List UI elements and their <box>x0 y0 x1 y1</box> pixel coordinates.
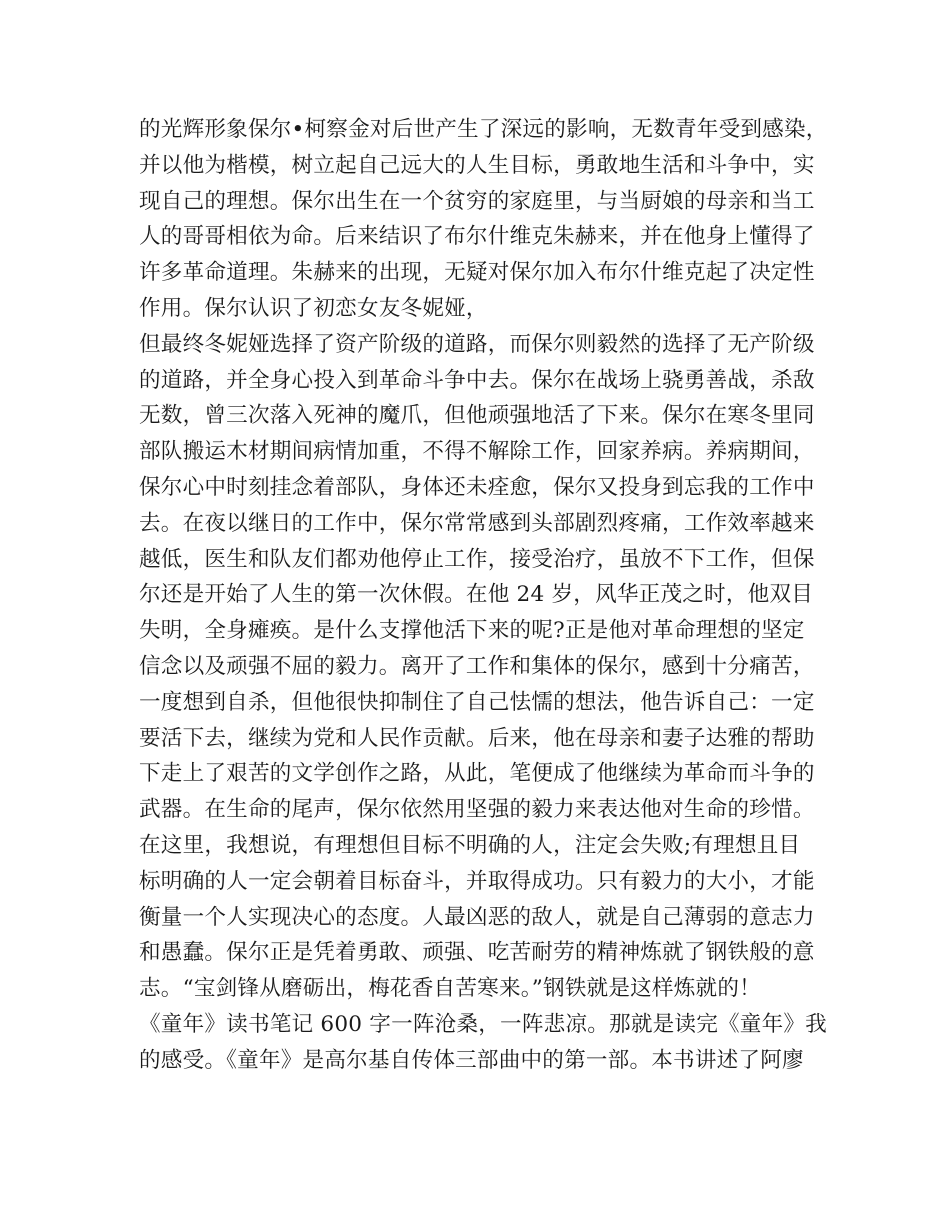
text-line: 作用。保尔认识了初恋女友冬妮娅， <box>139 295 488 321</box>
text-line: 一度想到自杀，但他很快抑制住了自己怯懦的想法，他告诉自己：一定 <box>139 689 815 715</box>
text-line: 部队搬运木材期间病情加重，不得不解除工作，回家养病。养病期间， <box>139 439 815 465</box>
text-line: 标明确的人一定会朝着目标奋斗，并取得成功。只有毅力的大小，才能 <box>139 868 815 894</box>
text-line: 信念以及顽强不屈的毅力。离开了工作和集体的保尔，感到十分痛苦， <box>139 653 815 679</box>
text-line: 要活下去，继续为党和人民作贡献。后来，他在母亲和妻子达雅的帮助 <box>139 725 815 751</box>
text-line: 的道路，并全身心投入到革命斗争中去。保尔在战场上骁勇善战，杀敌 <box>139 367 815 393</box>
text-line: 人的哥哥相依为命。后来结识了布尔什维克朱赫来，并在他身上懂得了 <box>139 224 815 250</box>
text-line: 保尔心中时刻挂念着部队，身体还未痊愈，保尔又投身到忘我的工作中 <box>139 474 815 500</box>
text-line: 现自己的理想。保尔出生在一个贫穷的家庭里，与当厨娘的母亲和当工 <box>139 188 815 214</box>
text-line: 在这里，我想说，有理想但目标不明确的人，注定会失败;有理想且目 <box>139 832 801 858</box>
text-line: 尔还是开始了人生的第一次休假。在他 24 岁，风华正茂之时，他双目 <box>139 582 814 608</box>
text-line: 武器。在生命的尾声，保尔依然用坚强的毅力来表达他对生命的珍惜。 <box>139 797 815 823</box>
text-line: 的感受。《童年》是高尔基自传体三部曲中的第一部。本书讲述了阿廖 <box>139 1047 804 1073</box>
text-line: 许多革命道理。朱赫来的出现，无疑对保尔加入布尔什维克起了决定性 <box>139 260 815 286</box>
text-line: 并以他为楷模，树立起自己远大的人生目标，勇敢地生活和斗争中，实 <box>139 152 815 178</box>
text-line: 去。在夜以继日的工作中，保尔常常感到头部剧烈疼痛，工作效率越来 <box>139 510 815 536</box>
body-text <box>139 112 828 1079</box>
text-line: 衡量一个人实现决心的态度。人最凶恶的敌人，就是自己薄弱的意志力 <box>139 904 815 930</box>
text-line: 和愚蠢。保尔正是凭着勇敢、顽强、吃苦耐劳的精神炼就了钢铁般的意 <box>139 940 815 966</box>
text-line: 《童年》读书笔记 600 字一阵沧桑，一阵悲凉。那就是读完《童年》我 <box>139 1011 827 1037</box>
text-line: 的光辉形象保尔•柯察金对后世产生了深远的影响，无数青年受到感染， <box>139 117 828 142</box>
text-line: 无数，曾三次落入死神的魔爪，但他顽强地活了下来。保尔在寒冬里同 <box>139 403 815 429</box>
text-line: 下走上了艰苦的文学创作之路，从此，笔便成了他继续为革命而斗争的 <box>139 761 815 787</box>
text-line: 越低，医生和队友们都劝他停止工作，接受治疗，虽放不下工作，但保 <box>139 546 815 572</box>
text-line: 但最终冬妮娅选择了资产阶级的道路，而保尔则毅然的选择了无产阶级 <box>139 331 815 357</box>
text-line: 失明，全身瘫痪。是什么支撑他活下来的呢?正是他对革命理想的坚定 <box>139 618 805 644</box>
text-line: 志。“宝剑锋从磨砺出，梅花香自苦寒来。”钢铁就是这样炼就的！ <box>139 976 761 1002</box>
